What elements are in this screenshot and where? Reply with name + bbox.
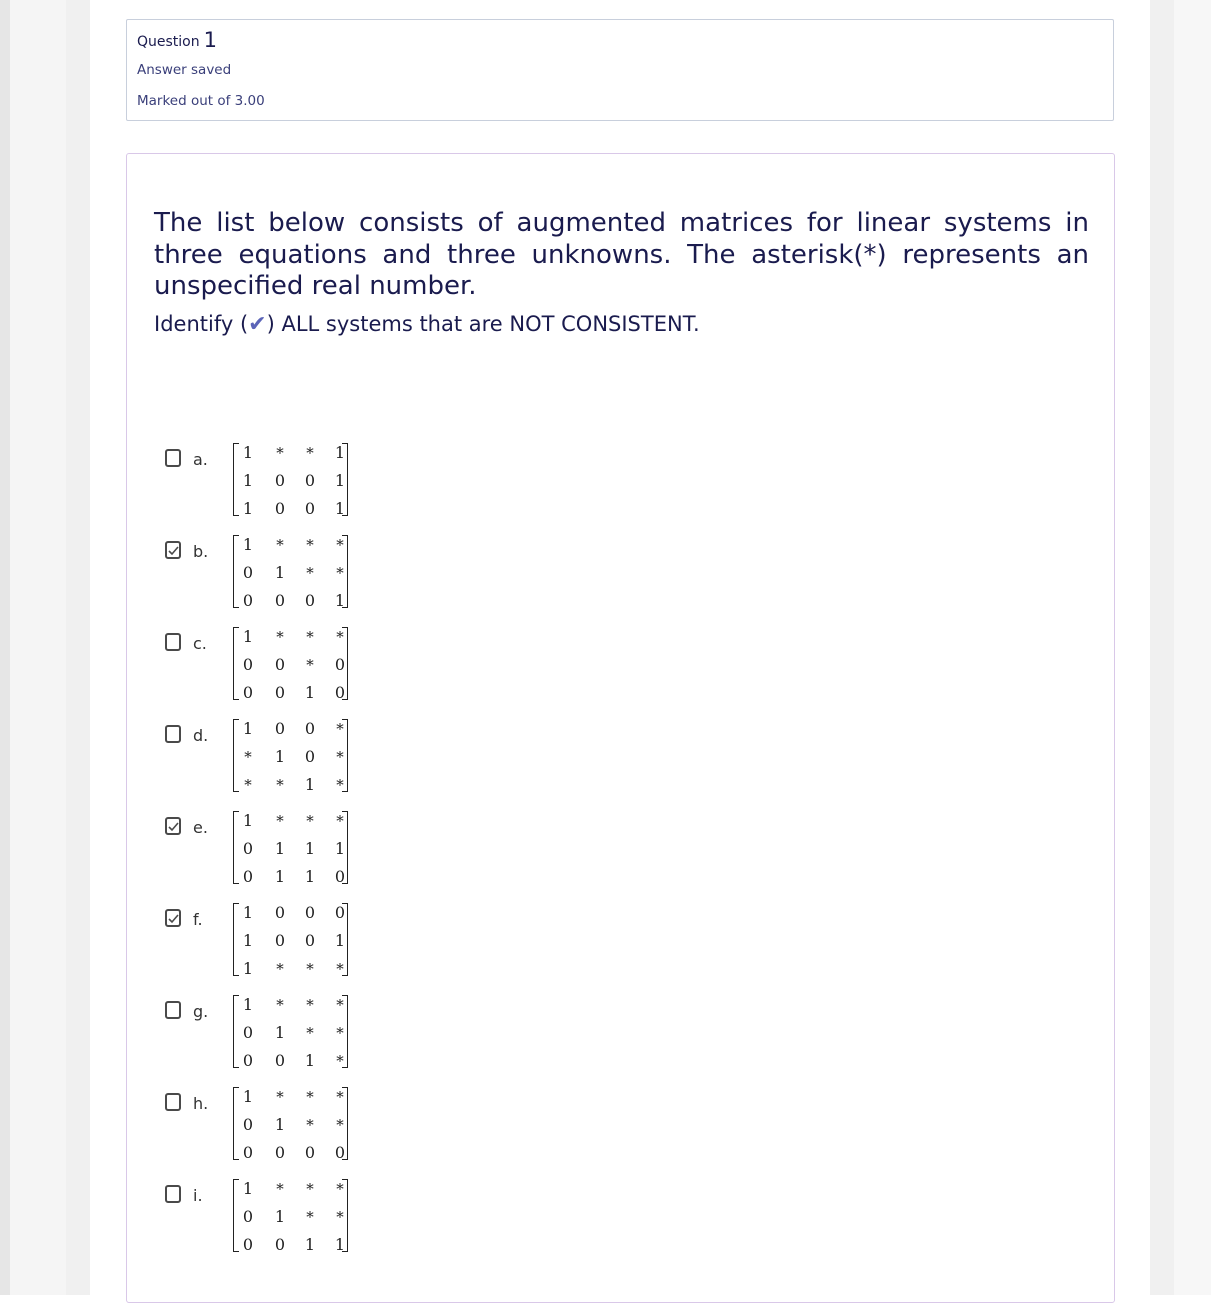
matrix-cell: 0 [304, 931, 316, 950]
matrix-cell: * [306, 812, 314, 830]
question-instruction [154, 312, 700, 337]
matrix-cell: * [306, 1116, 314, 1134]
matrix-cell: 1 [274, 1207, 286, 1226]
question-marks: Marked out of 3.00 [137, 93, 265, 109]
matrix-cell: 1 [274, 839, 286, 858]
matrix-cell: 1 [242, 627, 254, 646]
matrix-cell: 0 [304, 499, 316, 518]
matrix-cell: 0 [242, 591, 254, 610]
matrix-cell: 1 [242, 471, 254, 490]
matrix-cell: * [336, 1208, 344, 1226]
question-number: 1 [203, 28, 217, 52]
augmented-matrix [230, 533, 354, 613]
matrix-cell: 0 [304, 903, 316, 922]
matrix-cell: 0 [334, 655, 346, 674]
matrix-cell: 0 [274, 499, 286, 518]
matrix-cell: * [306, 536, 314, 554]
matrix-cell: * [306, 996, 314, 1014]
matrix-cell: * [336, 748, 344, 766]
matrix-cell: 1 [242, 499, 254, 518]
matrix-cell: * [336, 1180, 344, 1198]
option-checkbox[interactable] [165, 817, 181, 835]
matrix-cell: * [276, 996, 284, 1014]
matrix-cell: 1 [334, 1235, 346, 1254]
matrix-cell: * [276, 1088, 284, 1106]
checkbox-check-icon [167, 544, 180, 557]
answer-option[interactable] [165, 1085, 365, 1165]
question-info-panel [126, 19, 1114, 121]
option-label[interactable]: b. [193, 542, 209, 561]
matrix-cell: 0 [242, 1051, 254, 1070]
option-checkbox[interactable] [165, 633, 181, 651]
matrix-cell: * [336, 1088, 344, 1106]
matrix-cell: * [244, 776, 252, 794]
question-prompt: The list below consists of augmented matrices for linear systems in three equations and three unknowns. The asterisk(*) represents an unspecified real number. [154, 208, 1089, 301]
matrix-cell: 0 [242, 655, 254, 674]
matrix-cell: 1 [274, 747, 286, 766]
answer-option[interactable] [165, 717, 365, 797]
matrix-cell: * [306, 1024, 314, 1042]
answer-option[interactable] [165, 625, 365, 705]
matrix-cell: 1 [242, 811, 254, 830]
matrix-cell: 0 [242, 1143, 254, 1162]
option-label[interactable]: c. [193, 634, 207, 653]
matrix-cell: * [336, 628, 344, 646]
instruction-text-before: Identify ( [154, 312, 249, 336]
augmented-matrix [230, 1177, 354, 1257]
answer-option[interactable] [165, 809, 365, 889]
matrix-cell: 1 [334, 931, 346, 950]
matrix-cell: 1 [242, 931, 254, 950]
page-margin-left [66, 0, 90, 1295]
matrix-cell: * [336, 960, 344, 978]
matrix-cell: * [336, 996, 344, 1014]
matrix-cell: 1 [242, 443, 254, 462]
matrix-cell: 0 [274, 903, 286, 922]
option-label[interactable]: e. [193, 818, 208, 837]
augmented-matrix [230, 1085, 354, 1165]
matrix-cell: 0 [334, 1143, 346, 1162]
matrix-cell: 1 [334, 839, 346, 858]
option-label[interactable]: d. [193, 726, 209, 745]
matrix-cell: 1 [274, 1023, 286, 1042]
option-checkbox[interactable] [165, 1185, 181, 1203]
matrix-cell: * [336, 776, 344, 794]
matrix-cell: 0 [242, 1235, 254, 1254]
matrix-cell: * [276, 1180, 284, 1198]
matrix-cell: * [306, 1180, 314, 1198]
window-edge [0, 0, 10, 1295]
matrix-cell: * [306, 628, 314, 646]
augmented-matrix [230, 717, 354, 797]
matrix-cell: 0 [304, 1143, 316, 1162]
matrix-cell: 0 [242, 683, 254, 702]
matrix-cell: * [336, 720, 344, 738]
augmented-matrix [230, 993, 354, 1073]
matrix-cell: * [306, 960, 314, 978]
matrix-cell: 1 [242, 535, 254, 554]
matrix-cell: 0 [274, 1051, 286, 1070]
answer-option[interactable] [165, 1177, 365, 1257]
matrix-cell: 0 [242, 1023, 254, 1042]
option-label[interactable]: i. [193, 1186, 203, 1205]
matrix-cell: 0 [242, 563, 254, 582]
augmented-matrix [230, 809, 354, 889]
matrix-cell: 0 [334, 903, 346, 922]
matrix-cell: * [336, 1052, 344, 1070]
answer-option[interactable] [165, 993, 365, 1073]
augmented-matrix [230, 901, 354, 981]
matrix-cell: 1 [304, 839, 316, 858]
matrix-cell: * [336, 1116, 344, 1134]
matrix-cell: * [306, 1208, 314, 1226]
matrix-cell: * [276, 444, 284, 462]
augmented-matrix [230, 441, 354, 521]
matrix-cell: * [336, 1024, 344, 1042]
matrix-cell: 1 [274, 563, 286, 582]
matrix-cell: * [244, 748, 252, 766]
matrix-cell: 1 [304, 1235, 316, 1254]
matrix-cell: * [276, 776, 284, 794]
matrix-cell: 0 [274, 1143, 286, 1162]
matrix-cell: 0 [334, 683, 346, 702]
answer-option[interactable] [165, 441, 365, 521]
matrix-cell: * [306, 564, 314, 582]
matrix-cell: 0 [242, 867, 254, 886]
augmented-matrix [230, 625, 354, 705]
answer-option[interactable] [165, 533, 365, 613]
matrix-cell: 0 [274, 683, 286, 702]
matrix-cell: 1 [304, 775, 316, 794]
matrix-cell: 0 [304, 591, 316, 610]
matrix-cell: 1 [274, 867, 286, 886]
question-content-panel [126, 153, 1115, 1303]
matrix-cell: 1 [242, 903, 254, 922]
matrix-cell: * [336, 536, 344, 554]
matrix-cell: 0 [274, 591, 286, 610]
matrix-cell: * [306, 656, 314, 674]
matrix-cell: 1 [242, 719, 254, 738]
page-margin-right [1150, 0, 1174, 1295]
matrix-cell: 1 [274, 1115, 286, 1134]
matrix-cell: 1 [242, 995, 254, 1014]
matrix-cell: 0 [242, 839, 254, 858]
matrix-cell: 0 [304, 719, 316, 738]
matrix-cell: 0 [304, 747, 316, 766]
option-checkbox[interactable] [165, 1093, 181, 1111]
option-checkbox[interactable] [165, 541, 181, 559]
checkbox-check-icon [167, 820, 180, 833]
question-label: Question [137, 34, 200, 50]
checkbox-check-icon [167, 912, 180, 925]
option-checkbox[interactable] [165, 449, 181, 467]
matrix-cell: 0 [242, 1207, 254, 1226]
matrix-cell: 0 [334, 867, 346, 886]
matrix-cell: 1 [334, 443, 346, 462]
option-checkbox[interactable] [165, 909, 181, 927]
option-label[interactable]: h. [193, 1094, 209, 1113]
matrix-cell: 1 [242, 1087, 254, 1106]
option-label[interactable]: f. [193, 910, 203, 929]
matrix-cell: 0 [304, 471, 316, 490]
option-checkbox[interactable] [165, 1001, 181, 1019]
matrix-cell: 0 [274, 471, 286, 490]
matrix-cell: 0 [274, 1235, 286, 1254]
option-label[interactable]: g. [193, 1002, 209, 1021]
instruction-text-after: ) ALL systems that are NOT CONSISTENT. [266, 312, 700, 336]
option-label[interactable]: a. [193, 450, 208, 469]
matrix-cell: 1 [304, 683, 316, 702]
matrix-cell: 1 [334, 471, 346, 490]
checkmark-icon: ✔ [248, 312, 267, 337]
matrix-cell: 1 [334, 499, 346, 518]
page-gutter-left [10, 0, 66, 1295]
matrix-cell: 0 [274, 655, 286, 674]
matrix-cell: 1 [304, 867, 316, 886]
matrix-cell: 0 [242, 1115, 254, 1134]
question-title [137, 28, 217, 52]
page-gutter-right [1174, 0, 1211, 1295]
matrix-cell: * [276, 960, 284, 978]
matrix-cell: 1 [304, 1051, 316, 1070]
matrix-cell: * [276, 812, 284, 830]
matrix-cell: * [336, 812, 344, 830]
matrix-cell: 0 [274, 719, 286, 738]
matrix-cell: * [276, 536, 284, 554]
answer-status: Answer saved [137, 62, 232, 78]
answer-option[interactable] [165, 901, 365, 981]
matrix-cell: * [306, 1088, 314, 1106]
matrix-cell: * [276, 628, 284, 646]
matrix-cell: 1 [334, 591, 346, 610]
matrix-cell: 1 [242, 1179, 254, 1198]
matrix-cell: 1 [242, 959, 254, 978]
matrix-cell: 0 [274, 931, 286, 950]
matrix-cell: * [336, 564, 344, 582]
option-checkbox[interactable] [165, 725, 181, 743]
matrix-cell: * [306, 444, 314, 462]
